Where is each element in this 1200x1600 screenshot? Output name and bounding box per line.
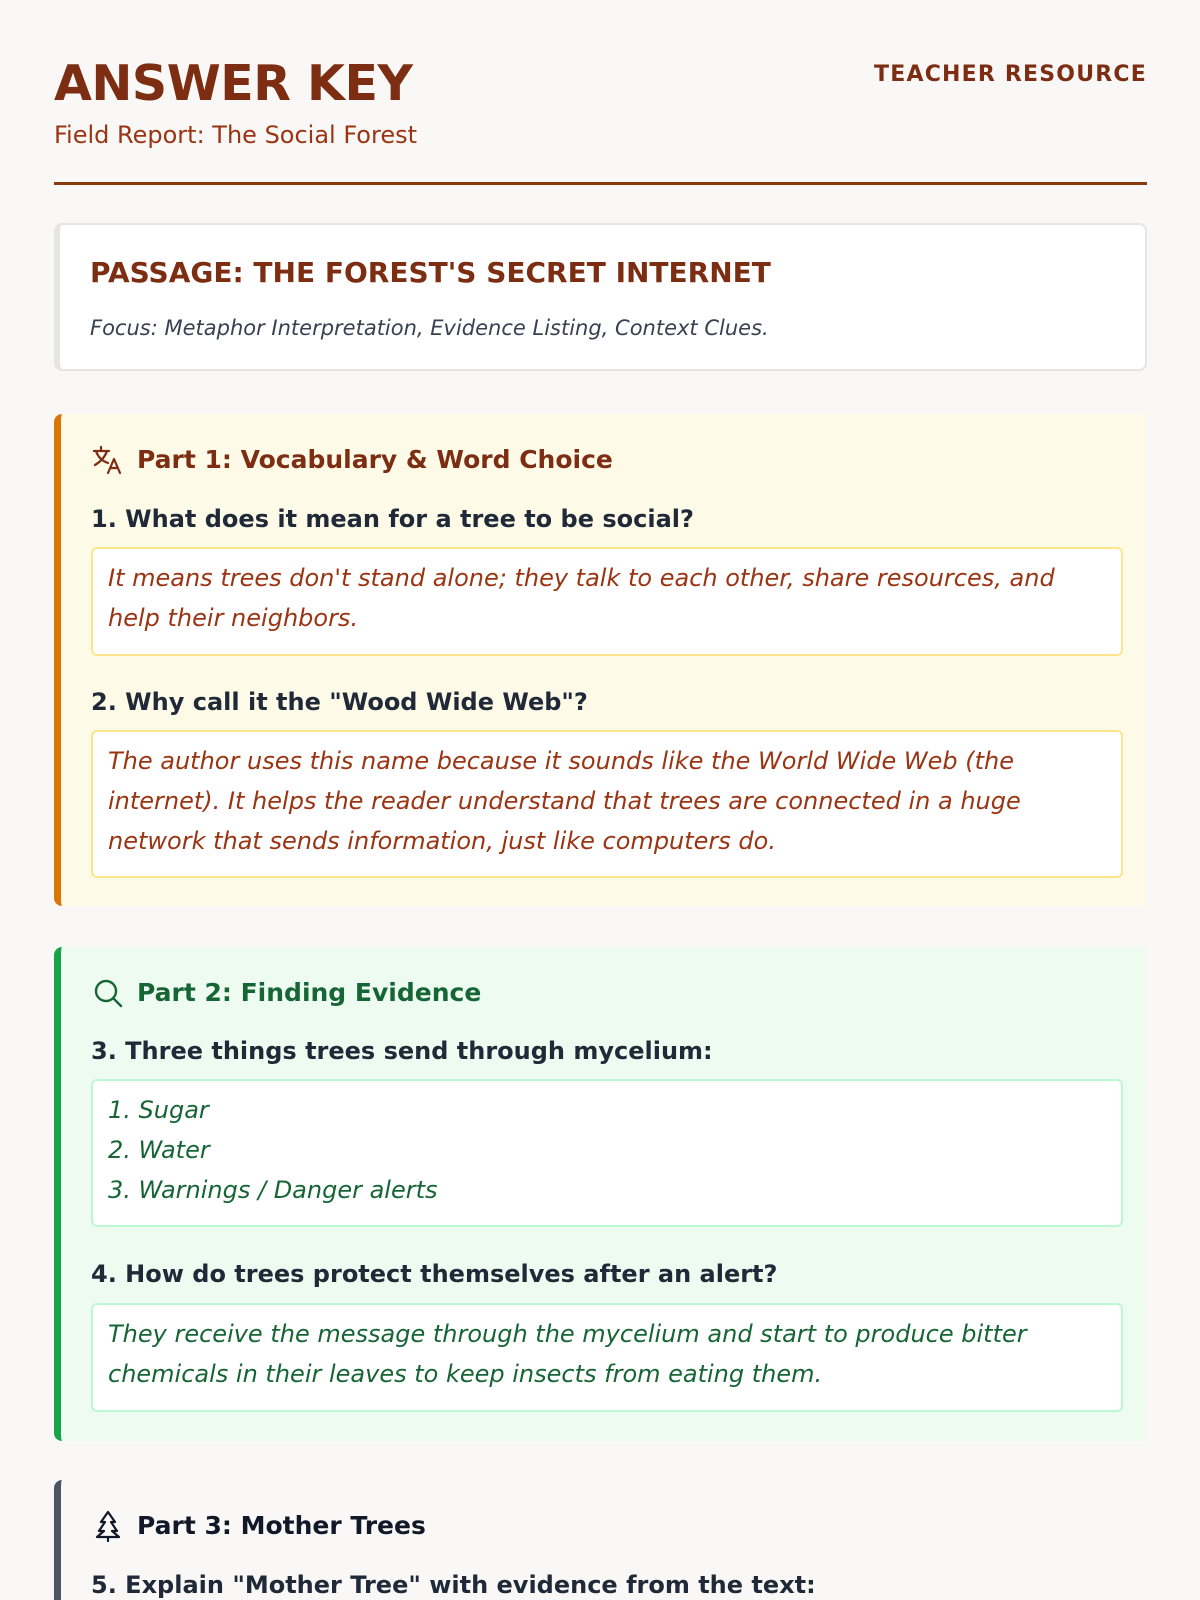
page-subtitle: Field Report: The Social Forest	[54, 121, 417, 149]
answer-text: It means trees don't stand alone; they talk to each other, share resources, and help their neighbors.	[108, 564, 1055, 632]
section-title: Part 1: Vocabulary & Word Choice	[137, 445, 613, 474]
tree-icon	[91, 1509, 125, 1543]
section-part-1	[54, 414, 1147, 906]
answer-text: The author uses this name because it sounds like the World Wide Web (the internet). It helps the reader understand that trees are connected in a huge network that sends information, just like computers do.	[108, 747, 1021, 855]
answer-list-item: 2. Water	[108, 1136, 210, 1164]
answer-list-item: 3. Warnings / Danger alerts	[108, 1176, 438, 1204]
search-icon	[91, 976, 125, 1010]
section-title: Part 3: Mother Trees	[137, 1511, 426, 1540]
question-1: 1. What does it mean for a tree to be social?	[91, 505, 694, 533]
passage-focus: Focus: Metaphor Interpretation, Evidence Listing, Context Clues.	[90, 316, 769, 340]
answer-box-1	[91, 547, 1123, 656]
page-title: ANSWER KEY	[54, 55, 413, 112]
passage-title: PASSAGE: THE FOREST'S SECRET INTERNET	[90, 256, 771, 289]
passage-card	[54, 223, 1147, 371]
question-5: 5. Explain "Mother Tree" with evidence from the text:	[91, 1571, 816, 1599]
answer-box-3	[91, 1079, 1123, 1227]
page-header	[54, 52, 1147, 185]
question-4: 4. How do trees protect themselves after an alert?	[91, 1260, 778, 1288]
section-header	[91, 1508, 426, 1544]
answer-box-4	[91, 1303, 1123, 1412]
section-part-2	[54, 947, 1147, 1441]
section-header	[91, 442, 613, 478]
answer-list-item: 1. Sugar	[108, 1096, 209, 1124]
translate-icon	[91, 443, 125, 477]
teacher-resource-tag: TEACHER RESOURCE	[874, 62, 1147, 87]
question-2: 2. Why call it the "Wood Wide Web"?	[91, 688, 588, 716]
answer-box-2	[91, 730, 1123, 878]
answer-text: They receive the message through the mycelium and start to produce bitter chemicals in their leaves to keep insects from eating them.	[108, 1320, 1027, 1388]
section-title: Part 2: Finding Evidence	[137, 978, 482, 1007]
question-3: 3. Three things trees send through mycelium:	[91, 1037, 713, 1065]
section-header	[91, 975, 481, 1011]
section-part-3	[54, 1480, 1147, 1600]
